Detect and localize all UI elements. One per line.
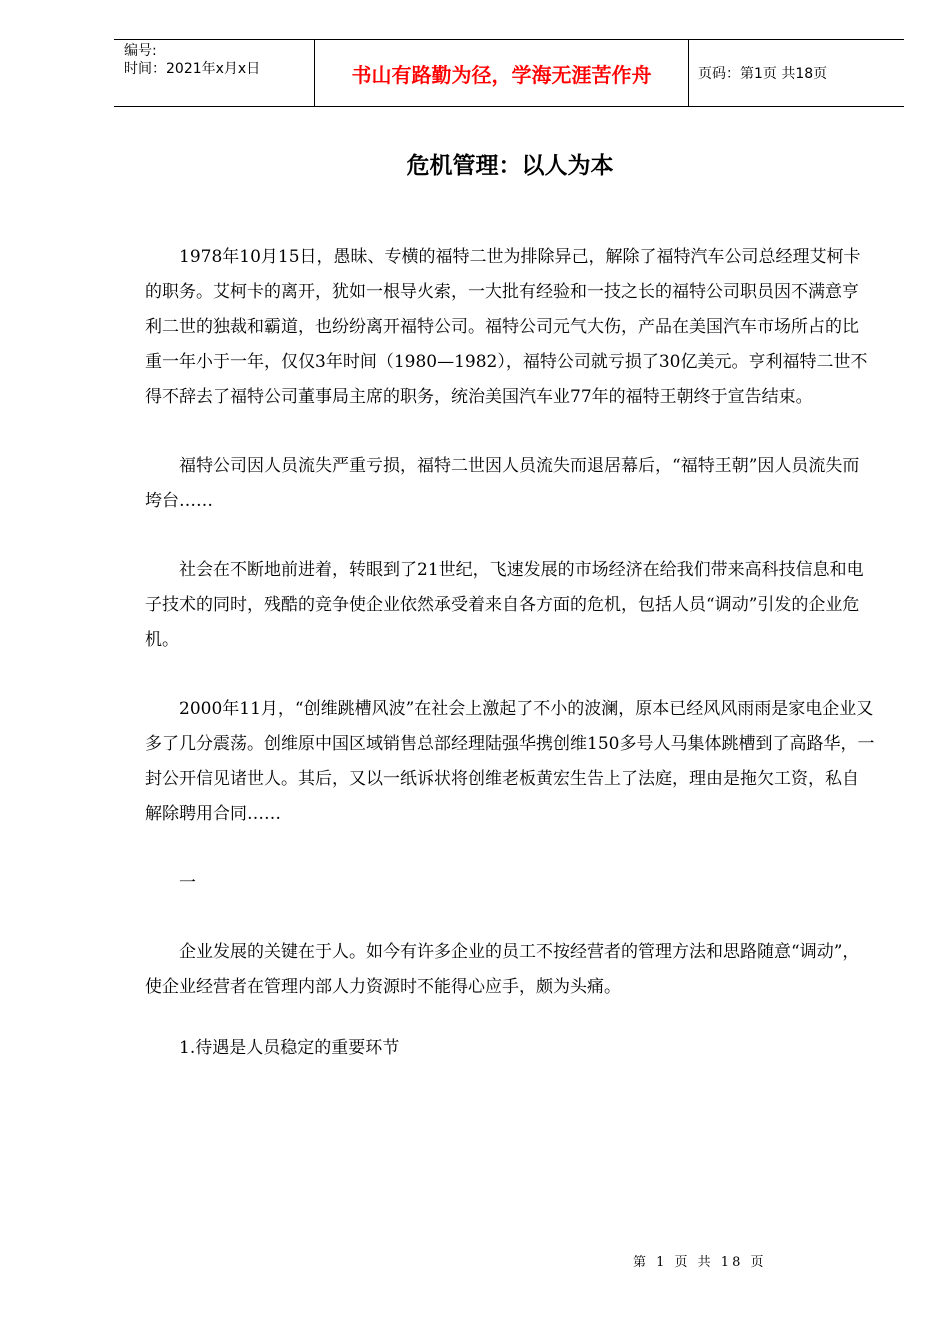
header-motto: 书山有路勤为径，学海无涯苦作舟 <box>315 40 689 106</box>
section-marker: 一 <box>179 873 196 893</box>
paragraph: 1978年10月15日，愚昧、专横的福特二世为排除异己，解除了福特汽车公司总经理艾柯卡的职务。艾柯卡的离开，犹如一根导火索，一大批有经验和一技之长的福特公司职员因不满意亨利二世的独裁和霸道，也纷纷离开福特公司。福特公司元气大伤，产品在美国汽车市场所占的比重一年小于一年，仅仅3年时间（1980—1982），福特公司就亏损了30亿美元。亨利福特二世不得不辞去了福特公司董事局主席的职务，统治美国汽车业77年的福特王朝终于宣告结束。 <box>145 247 868 407</box>
section-heading: 1.待遇是人员稳定的重要环节 <box>179 1038 400 1058</box>
paragraph: 福特公司因人员流失严重亏损，福特二世因人员流失而退居幕后，“福特王朝”因人员流失而垮台…… <box>145 456 860 511</box>
document-number-label: 编号: <box>124 43 157 59</box>
header-page-info: 页码：第1页 共18页 <box>698 66 828 82</box>
document-body <box>145 240 875 1100</box>
page-footer: 第 1 页 共 18 页 <box>633 1255 767 1270</box>
document-time-label: 时间：2021年x月x日 <box>124 61 261 77</box>
paragraph: 社会在不断地前进着，转眼到了21世纪，飞速发展的市场经济在给我们带来高科技信息和电子技术的同时，残酷的竞争使企业依然承受着来自各方面的危机，包括人员“调动”引发的企业危机。 <box>145 560 864 650</box>
header-meta <box>114 40 315 106</box>
header-table <box>114 39 904 107</box>
paragraph: 2000年11月，“创维跳槽风波”在社会上激起了不小的波澜，原本已经风风雨雨是家电企业又多了几分震荡。创维原中国区域销售总部经理陆强华携创维150多号人马集体跳槽到了高路华，一封公开信见诸世人。其后，又以一纸诉状将创维老板黄宏生告上了法庭，理由是拖欠工资，私自解除聘用合同…… <box>145 699 875 824</box>
paragraph: 企业发展的关键在于人。如今有许多企业的员工不按经营者的管理方法和思路随意“调动”，使企业经营者在管理内部人力资源时不能得心应手，颇为头痛。 <box>145 942 860 997</box>
page-title: 危机管理：以人为本 <box>406 153 614 179</box>
